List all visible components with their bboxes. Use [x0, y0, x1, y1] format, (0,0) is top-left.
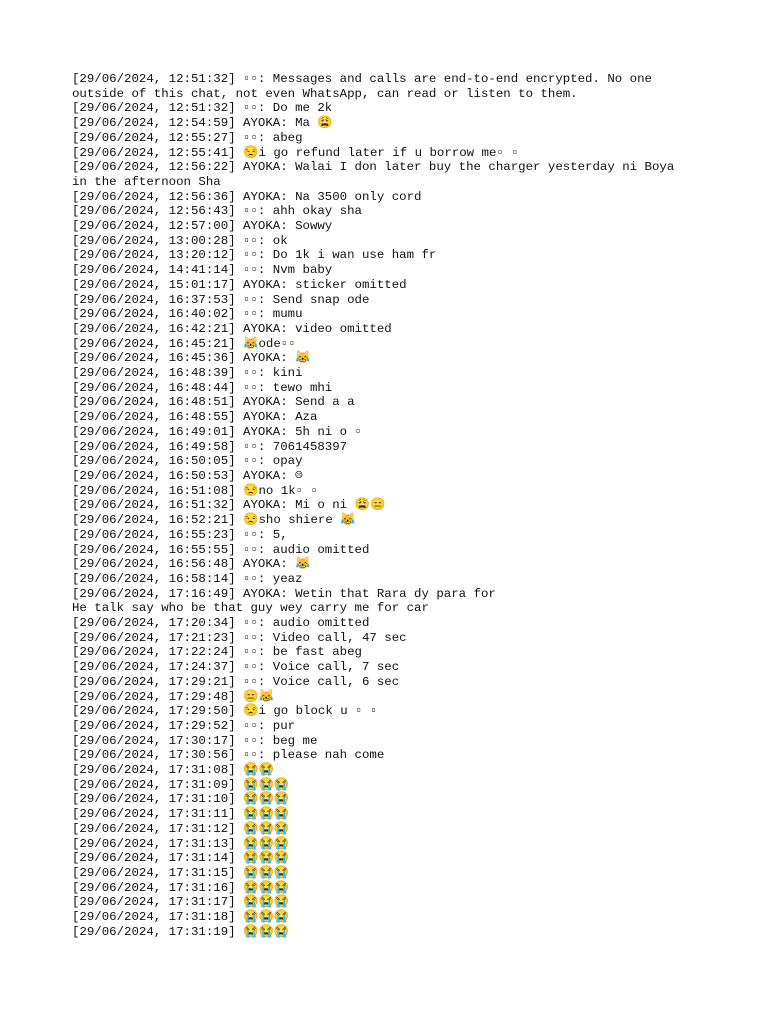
- chat-line: [29/06/2024, 12:56:43] ▫▫: ahh okay sha: [72, 204, 362, 219]
- chat-line: [29/06/2024, 12:55:27] ▫▫: abeg: [72, 130, 303, 145]
- chat-line: [29/06/2024, 16:51:32] AYOKA: Mi o ni 😩😑: [72, 498, 386, 513]
- chat-line: [29/06/2024, 17:31:13] 😭😭😭: [72, 836, 290, 851]
- chat-line: [29/06/2024, 16:48:44] ▫▫: tewo mhi: [72, 380, 333, 395]
- chat-line: [29/06/2024, 12:51:32] ▫▫: Messages and calls are end-to-end encrypted. No one outside of this chat, not even WhatsApp, can read or listen to them.: [72, 72, 660, 101]
- chat-line: [29/06/2024, 17:31:09] 😭😭😭: [72, 777, 290, 792]
- chat-line: [29/06/2024, 13:00:28] ▫▫: ok: [72, 233, 288, 248]
- chat-line: [29/06/2024, 17:31:18] 😭😭😭: [72, 910, 290, 925]
- chat-line: [29/06/2024, 16:50:05] ▫▫: opay: [72, 454, 303, 469]
- chat-line: [29/06/2024, 16:58:14] ▫▫: yeaz: [72, 571, 303, 586]
- chat-line: [29/06/2024, 16:55:23] ▫▫: 5,: [72, 527, 288, 542]
- chat-line: [29/06/2024, 17:31:17] 😭😭😭: [72, 895, 290, 910]
- chat-line: [29/06/2024, 17:30:56] ▫▫: please nah come: [72, 748, 385, 763]
- chat-line: [29/06/2024, 12:57:00] AYOKA: Sowwy: [72, 219, 333, 234]
- chat-line: [29/06/2024, 16:51:08] 😒no 1k▫ ▫: [72, 483, 318, 498]
- chat-line: [29/06/2024, 12:54:59] AYOKA: Ma 😩: [72, 116, 333, 131]
- chat-line: [29/06/2024, 14:41:14] ▫▫: Nvm baby: [72, 263, 333, 278]
- chat-line: [29/06/2024, 17:29:50] 😒i go block u ▫ ▫: [72, 704, 378, 719]
- chat-line: [29/06/2024, 17:31:15] 😭😭😭: [72, 865, 290, 880]
- chat-line: [29/06/2024, 16:50:53] AYOKA: ☹: [72, 468, 303, 483]
- chat-line: [29/06/2024, 17:16:49] AYOKA: Wetin that Rara dy para for: [72, 586, 496, 601]
- chat-line: [29/06/2024, 13:20:12] ▫▫: Do 1k i wan use ham fr: [72, 248, 437, 263]
- chat-line: [29/06/2024, 16:56:48] AYOKA: 😹: [72, 557, 311, 572]
- chat-line: [29/06/2024, 16:45:36] AYOKA: 😹: [72, 351, 311, 366]
- chat-line: [29/06/2024, 16:49:58] ▫▫: 7061458397: [72, 439, 348, 454]
- chat-line: He talk say who be that guy wey carry me for car: [72, 601, 429, 616]
- chat-line: [29/06/2024, 17:20:34] ▫▫: audio omitted: [72, 616, 370, 631]
- chat-line: [29/06/2024, 17:22:24] ▫▫: be fast abeg: [72, 645, 362, 660]
- chat-line: [29/06/2024, 17:29:48] 😑😹: [72, 689, 274, 704]
- chat-line: [29/06/2024, 16:40:02] ▫▫: mumu: [72, 307, 303, 322]
- chat-export-text: [72, 72, 692, 939]
- chat-line: [29/06/2024, 17:31:16] 😭😭😭: [72, 880, 290, 895]
- chat-line: [29/06/2024, 16:52:21] 😒sho shiere 😹: [72, 513, 356, 528]
- chat-line: [29/06/2024, 16:48:51] AYOKA: Send a a: [72, 395, 355, 410]
- chat-line: [29/06/2024, 17:31:11] 😭😭😭: [72, 807, 290, 822]
- chat-line: [29/06/2024, 12:55:41] 😒i go refund later if u borrow me▫ ▫: [72, 145, 519, 160]
- chat-line: [29/06/2024, 16:55:55] ▫▫: audio omitted: [72, 542, 370, 557]
- chat-line: [29/06/2024, 17:29:52] ▫▫: pur: [72, 718, 296, 733]
- chat-line: [29/06/2024, 17:31:08] 😭😭: [72, 763, 274, 778]
- chat-line: [29/06/2024, 16:48:39] ▫▫: kini: [72, 366, 303, 381]
- chat-line: [29/06/2024, 12:56:36] AYOKA: Na 3500 only cord: [72, 189, 422, 204]
- chat-line: [29/06/2024, 17:30:17] ▫▫: beg me: [72, 733, 318, 748]
- chat-line: [29/06/2024, 17:24:37] ▫▫: Voice call, 7 sec: [72, 660, 400, 675]
- chat-line: [29/06/2024, 17:31:12] 😭😭😭: [72, 821, 290, 836]
- chat-line: [29/06/2024, 15:01:17] AYOKA: sticker omitted: [72, 277, 407, 292]
- chat-line: [29/06/2024, 17:31:10] 😭😭😭: [72, 792, 290, 807]
- chat-line: [29/06/2024, 16:42:21] AYOKA: video omitted: [72, 321, 392, 336]
- chat-line: [29/06/2024, 16:48:55] AYOKA: Aza: [72, 410, 318, 425]
- chat-line: [29/06/2024, 16:37:53] ▫▫: Send snap ode: [72, 292, 370, 307]
- chat-line: [29/06/2024, 17:21:23] ▫▫: Video call, 47 sec: [72, 630, 407, 645]
- chat-line: [29/06/2024, 12:56:22] AYOKA: Walai I don later buy the charger yesterday ni Boya in the afternoon Sha: [72, 160, 682, 189]
- chat-line: [29/06/2024, 17:31:19] 😭😭😭: [72, 924, 290, 939]
- chat-line: [29/06/2024, 12:51:32] ▫▫: Do me 2k: [72, 101, 333, 116]
- chat-line: [29/06/2024, 17:29:21] ▫▫: Voice call, 6 sec: [72, 674, 400, 689]
- chat-line: [29/06/2024, 16:45:21] 😹ode▫▫: [72, 336, 296, 351]
- chat-line: [29/06/2024, 16:49:01] AYOKA: 5h ni o ▫: [72, 424, 362, 439]
- chat-line: [29/06/2024, 17:31:14] 😭😭😭: [72, 851, 290, 866]
